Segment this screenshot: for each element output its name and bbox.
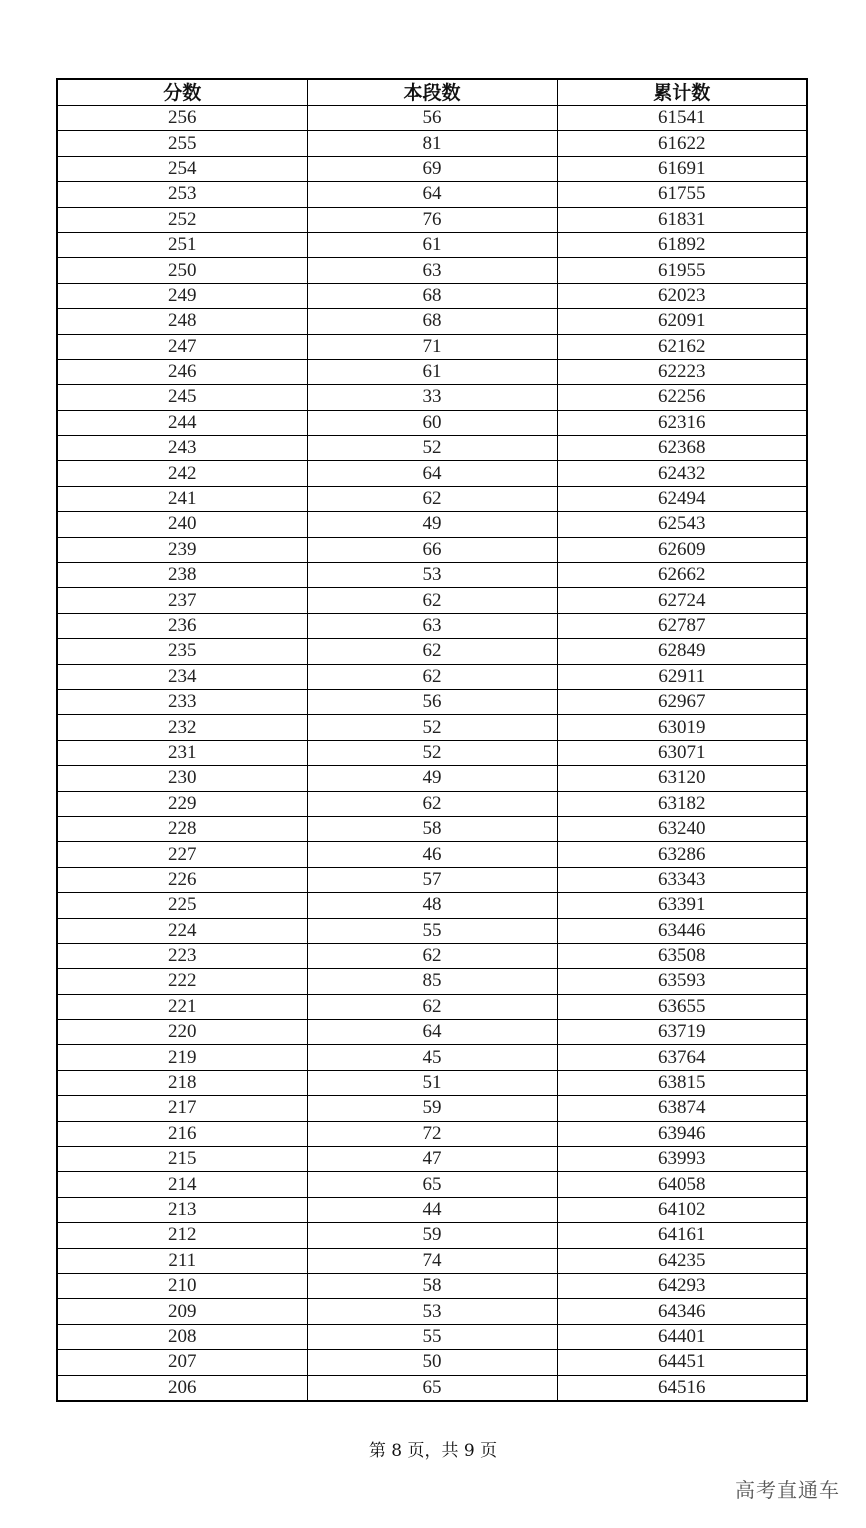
- cell-cumulative-count: 61622: [557, 131, 807, 156]
- table-row: [57, 740, 807, 765]
- cell-segment-count: 66: [307, 537, 557, 562]
- cell-segment-count: 62: [307, 486, 557, 511]
- table-row: [57, 1045, 807, 1070]
- cell-segment-count: 62: [307, 994, 557, 1019]
- cell-segment-count: 68: [307, 309, 557, 334]
- cell-cumulative-count: 64516: [557, 1375, 807, 1401]
- header-cumulative-count: 累计数: [557, 79, 807, 106]
- cell-score: 237: [57, 588, 307, 613]
- cell-score: 254: [57, 156, 307, 181]
- table-row: [57, 639, 807, 664]
- table-row: [57, 918, 807, 943]
- cell-cumulative-count: 63815: [557, 1070, 807, 1095]
- cell-segment-count: 55: [307, 1324, 557, 1349]
- cell-segment-count: 58: [307, 816, 557, 841]
- table-row: [57, 766, 807, 791]
- cell-segment-count: 61: [307, 232, 557, 257]
- cell-cumulative-count: 62967: [557, 689, 807, 714]
- table-body: [57, 106, 807, 1401]
- cell-cumulative-count: 62849: [557, 639, 807, 664]
- cell-segment-count: 64: [307, 182, 557, 207]
- cell-score: 223: [57, 943, 307, 968]
- table-row: [57, 816, 807, 841]
- table-row: [57, 385, 807, 410]
- table-row: [57, 410, 807, 435]
- cell-score: 221: [57, 994, 307, 1019]
- cell-score: 212: [57, 1223, 307, 1248]
- cell-cumulative-count: 64346: [557, 1299, 807, 1324]
- table-row: [57, 359, 807, 384]
- cell-segment-count: 60: [307, 410, 557, 435]
- cell-cumulative-count: 62543: [557, 512, 807, 537]
- cell-cumulative-count: 62223: [557, 359, 807, 384]
- table-row: [57, 1273, 807, 1298]
- table-row: [57, 689, 807, 714]
- table-row: [57, 791, 807, 816]
- page-number: 第 8 页，共 9 页: [368, 1441, 498, 1461]
- table-row: [57, 867, 807, 892]
- table-row: [57, 1223, 807, 1248]
- cell-score: 217: [57, 1096, 307, 1121]
- cell-segment-count: 47: [307, 1147, 557, 1172]
- table-row: [57, 156, 807, 181]
- cell-segment-count: 64: [307, 1020, 557, 1045]
- cell-segment-count: 62: [307, 588, 557, 613]
- cell-segment-count: 52: [307, 715, 557, 740]
- cell-score: 246: [57, 359, 307, 384]
- cell-cumulative-count: 63655: [557, 994, 807, 1019]
- cell-segment-count: 58: [307, 1273, 557, 1298]
- table-row: [57, 1299, 807, 1324]
- cell-segment-count: 71: [307, 334, 557, 359]
- cell-score: 248: [57, 309, 307, 334]
- cell-score: 234: [57, 664, 307, 689]
- cell-score: 256: [57, 106, 307, 131]
- cell-cumulative-count: 62023: [557, 283, 807, 308]
- table-row: [57, 1172, 807, 1197]
- cell-score: 228: [57, 816, 307, 841]
- cell-segment-count: 45: [307, 1045, 557, 1070]
- header-row: [57, 79, 807, 106]
- cell-score: 253: [57, 182, 307, 207]
- cell-cumulative-count: 62662: [557, 563, 807, 588]
- table-row: [57, 182, 807, 207]
- cell-segment-count: 63: [307, 258, 557, 283]
- cell-cumulative-count: 63719: [557, 1020, 807, 1045]
- table-row: [57, 1147, 807, 1172]
- cell-segment-count: 49: [307, 766, 557, 791]
- cell-segment-count: 52: [307, 436, 557, 461]
- cell-score: 247: [57, 334, 307, 359]
- table-row: [57, 131, 807, 156]
- cell-score: 233: [57, 689, 307, 714]
- table-row: [57, 715, 807, 740]
- cell-cumulative-count: 62494: [557, 486, 807, 511]
- table-row: [57, 1350, 807, 1375]
- table-row: [57, 283, 807, 308]
- cell-cumulative-count: 62432: [557, 461, 807, 486]
- cell-cumulative-count: 63019: [557, 715, 807, 740]
- table-row: [57, 106, 807, 131]
- cell-segment-count: 53: [307, 1299, 557, 1324]
- cell-segment-count: 56: [307, 106, 557, 131]
- cell-cumulative-count: 64451: [557, 1350, 807, 1375]
- cell-cumulative-count: 62368: [557, 436, 807, 461]
- cell-segment-count: 62: [307, 664, 557, 689]
- cell-segment-count: 63: [307, 613, 557, 638]
- cell-cumulative-count: 64058: [557, 1172, 807, 1197]
- cell-segment-count: 85: [307, 969, 557, 994]
- cell-score: 252: [57, 207, 307, 232]
- cell-score: 249: [57, 283, 307, 308]
- cell-cumulative-count: 62091: [557, 309, 807, 334]
- table-header: [57, 79, 807, 106]
- cell-score: 229: [57, 791, 307, 816]
- table-row: [57, 1070, 807, 1095]
- cell-segment-count: 62: [307, 791, 557, 816]
- cell-cumulative-count: 61831: [557, 207, 807, 232]
- watermark-logo: 高考直通车: [735, 1478, 840, 1502]
- cell-score: 226: [57, 867, 307, 892]
- cell-cumulative-count: 64293: [557, 1273, 807, 1298]
- cell-segment-count: 68: [307, 283, 557, 308]
- cell-score: 230: [57, 766, 307, 791]
- cell-cumulative-count: 62162: [557, 334, 807, 359]
- cell-cumulative-count: 62911: [557, 664, 807, 689]
- cell-score: 239: [57, 537, 307, 562]
- table-row: [57, 1248, 807, 1273]
- table-row: [57, 309, 807, 334]
- table-row: [57, 842, 807, 867]
- table-row: [57, 613, 807, 638]
- cell-cumulative-count: 63182: [557, 791, 807, 816]
- table-row: [57, 588, 807, 613]
- cell-score: 210: [57, 1273, 307, 1298]
- cell-cumulative-count: 61541: [557, 106, 807, 131]
- cell-cumulative-count: 61955: [557, 258, 807, 283]
- cell-cumulative-count: 63593: [557, 969, 807, 994]
- table-row: [57, 994, 807, 1019]
- cell-cumulative-count: 64102: [557, 1197, 807, 1222]
- cell-segment-count: 52: [307, 740, 557, 765]
- cell-cumulative-count: 62787: [557, 613, 807, 638]
- cell-score: 236: [57, 613, 307, 638]
- cell-segment-count: 55: [307, 918, 557, 943]
- cell-cumulative-count: 61755: [557, 182, 807, 207]
- cell-score: 240: [57, 512, 307, 537]
- cell-segment-count: 62: [307, 943, 557, 968]
- table-row: [57, 1324, 807, 1349]
- table-row: [57, 893, 807, 918]
- cell-cumulative-count: 63946: [557, 1121, 807, 1146]
- cell-cumulative-count: 63120: [557, 766, 807, 791]
- cell-segment-count: 72: [307, 1121, 557, 1146]
- cell-score: 220: [57, 1020, 307, 1045]
- table-row: [57, 258, 807, 283]
- cell-score: 242: [57, 461, 307, 486]
- cell-segment-count: 64: [307, 461, 557, 486]
- cell-score: 243: [57, 436, 307, 461]
- cell-cumulative-count: 62609: [557, 537, 807, 562]
- cell-segment-count: 76: [307, 207, 557, 232]
- table-row: [57, 207, 807, 232]
- table-row: [57, 232, 807, 257]
- cell-score: 214: [57, 1172, 307, 1197]
- cell-score: 255: [57, 131, 307, 156]
- cell-score: 224: [57, 918, 307, 943]
- table-row: [57, 969, 807, 994]
- cell-score: 238: [57, 563, 307, 588]
- score-distribution-table: [56, 78, 808, 1402]
- cell-cumulative-count: 63508: [557, 943, 807, 968]
- cell-cumulative-count: 62724: [557, 588, 807, 613]
- cell-score: 245: [57, 385, 307, 410]
- table-row: [57, 486, 807, 511]
- cell-score: 208: [57, 1324, 307, 1349]
- cell-segment-count: 57: [307, 867, 557, 892]
- table-row: [57, 334, 807, 359]
- table-row: [57, 1197, 807, 1222]
- cell-cumulative-count: 63391: [557, 893, 807, 918]
- cell-segment-count: 62: [307, 639, 557, 664]
- table-row: [57, 563, 807, 588]
- cell-cumulative-count: 63874: [557, 1096, 807, 1121]
- cell-score: 218: [57, 1070, 307, 1095]
- cell-score: 209: [57, 1299, 307, 1324]
- cell-cumulative-count: 63343: [557, 867, 807, 892]
- cell-cumulative-count: 64401: [557, 1324, 807, 1349]
- cell-score: 227: [57, 842, 307, 867]
- table-row: [57, 1020, 807, 1045]
- cell-score: 241: [57, 486, 307, 511]
- table-row: [57, 664, 807, 689]
- cell-score: 216: [57, 1121, 307, 1146]
- cell-segment-count: 46: [307, 842, 557, 867]
- cell-segment-count: 61: [307, 359, 557, 384]
- table-row: [57, 512, 807, 537]
- cell-segment-count: 81: [307, 131, 557, 156]
- cell-score: 219: [57, 1045, 307, 1070]
- cell-segment-count: 51: [307, 1070, 557, 1095]
- table-row: [57, 436, 807, 461]
- cell-cumulative-count: 63286: [557, 842, 807, 867]
- cell-segment-count: 65: [307, 1172, 557, 1197]
- cell-segment-count: 48: [307, 893, 557, 918]
- cell-score: 244: [57, 410, 307, 435]
- header-segment-count: 本段数: [307, 79, 557, 106]
- cell-cumulative-count: 64235: [557, 1248, 807, 1273]
- table-row: [57, 1121, 807, 1146]
- cell-cumulative-count: 63446: [557, 918, 807, 943]
- cell-segment-count: 59: [307, 1096, 557, 1121]
- cell-segment-count: 53: [307, 563, 557, 588]
- cell-cumulative-count: 63071: [557, 740, 807, 765]
- cell-cumulative-count: 62316: [557, 410, 807, 435]
- cell-cumulative-count: 63993: [557, 1147, 807, 1172]
- cell-segment-count: 74: [307, 1248, 557, 1273]
- table-row: [57, 943, 807, 968]
- cell-score: 207: [57, 1350, 307, 1375]
- table-row: [57, 537, 807, 562]
- cell-score: 251: [57, 232, 307, 257]
- table-row: [57, 1375, 807, 1401]
- cell-segment-count: 44: [307, 1197, 557, 1222]
- cell-score: 235: [57, 639, 307, 664]
- cell-segment-count: 56: [307, 689, 557, 714]
- cell-segment-count: 59: [307, 1223, 557, 1248]
- cell-cumulative-count: 62256: [557, 385, 807, 410]
- cell-segment-count: 50: [307, 1350, 557, 1375]
- cell-cumulative-count: 64161: [557, 1223, 807, 1248]
- cell-cumulative-count: 61892: [557, 232, 807, 257]
- cell-cumulative-count: 63764: [557, 1045, 807, 1070]
- cell-segment-count: 65: [307, 1375, 557, 1401]
- cell-segment-count: 49: [307, 512, 557, 537]
- header-score: 分数: [57, 79, 307, 106]
- cell-segment-count: 33: [307, 385, 557, 410]
- cell-score: 213: [57, 1197, 307, 1222]
- cell-score: 222: [57, 969, 307, 994]
- cell-cumulative-count: 63240: [557, 816, 807, 841]
- cell-segment-count: 69: [307, 156, 557, 181]
- cell-cumulative-count: 61691: [557, 156, 807, 181]
- table-row: [57, 1096, 807, 1121]
- cell-score: 225: [57, 893, 307, 918]
- cell-score: 231: [57, 740, 307, 765]
- cell-score: 206: [57, 1375, 307, 1401]
- table-row: [57, 461, 807, 486]
- cell-score: 232: [57, 715, 307, 740]
- cell-score: 211: [57, 1248, 307, 1273]
- cell-score: 250: [57, 258, 307, 283]
- cell-score: 215: [57, 1147, 307, 1172]
